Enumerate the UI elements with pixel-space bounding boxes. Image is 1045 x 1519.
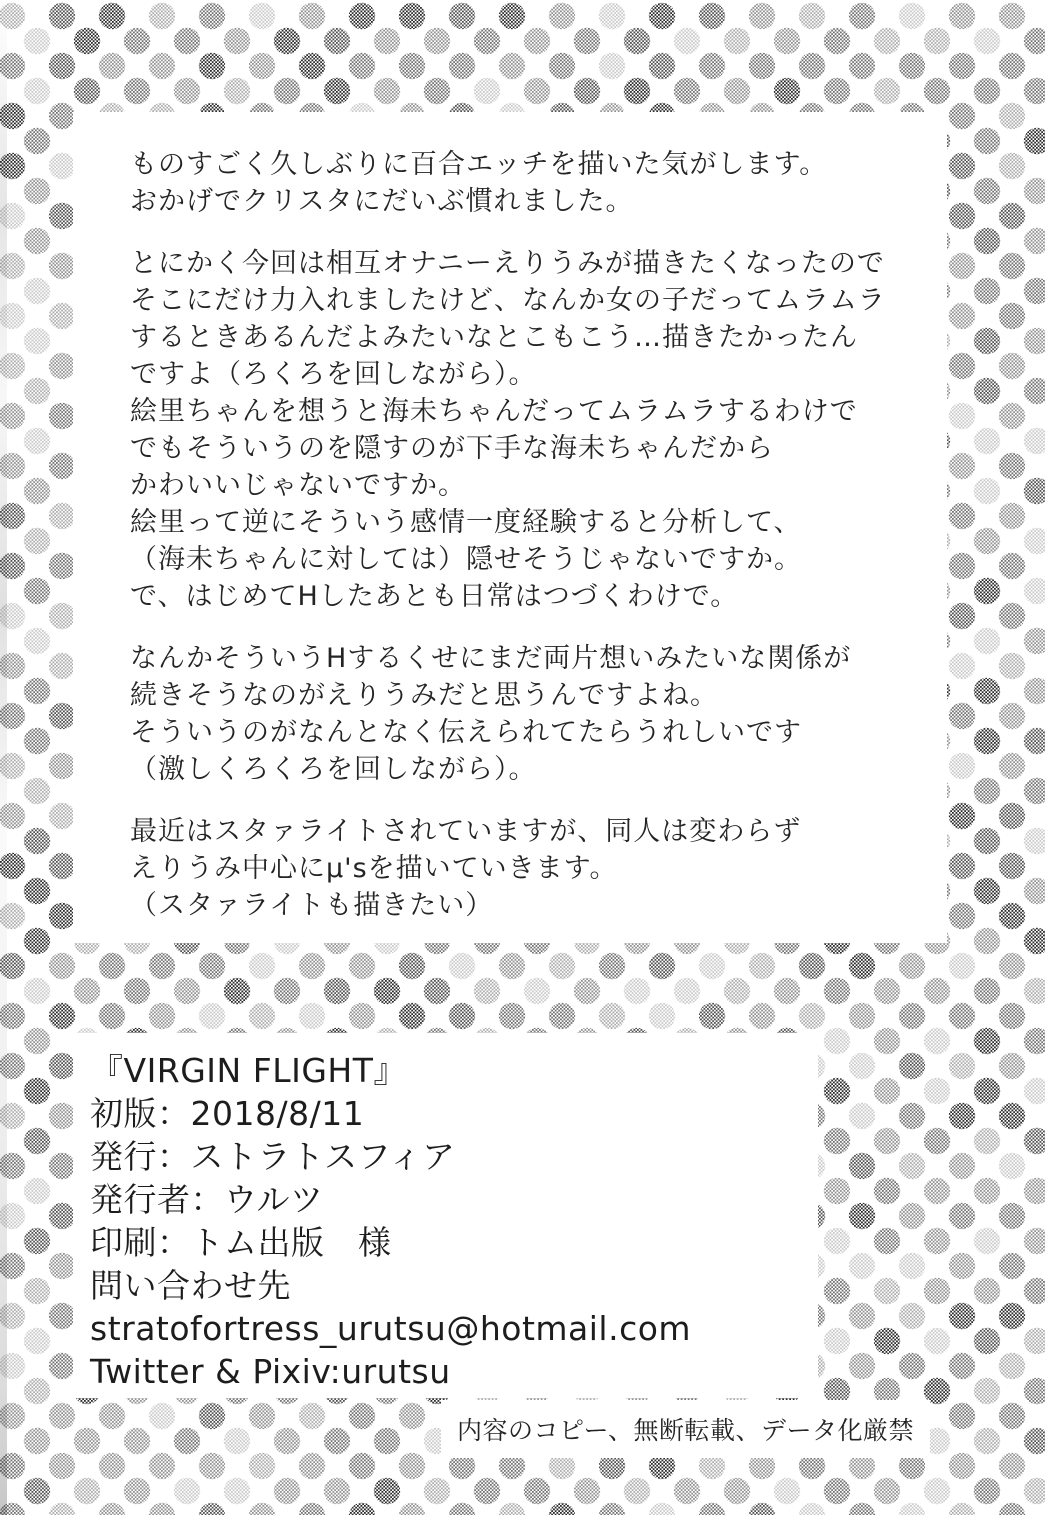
comment-line: でもそういうのを隠すのが下手な海未ちゃんだから <box>130 433 774 464</box>
comment-line: そこにだけ力入れましたけど、なんか女の子だってムラムラ <box>130 285 886 316</box>
comment-line: ものすごく久しぶりに百合エッチを描いた気がします。 <box>130 149 828 180</box>
book-title: 『VIRGIN FLIGHT』 <box>90 1051 407 1090</box>
afterword-paragraph <box>130 640 937 788</box>
contact-email: stratofortress_urutsu@hotmail.com <box>90 1309 692 1348</box>
disclaimer-strip <box>441 1400 930 1458</box>
afterword-paragraph <box>130 146 937 220</box>
afterword-paragraph <box>130 245 937 615</box>
comment-line: 絵里ちゃんを想うと海未ちゃんだってムラムラするわけで <box>130 396 858 427</box>
comment-line: とにかく今回は相互オナニーえりうみが描きたくなったので <box>130 248 885 279</box>
comment-line: （激しくろくろを回しながら）。 <box>130 754 537 785</box>
first-edition-date: 初版：2018/8/11 <box>90 1094 365 1133</box>
comment-line: するときあるんだよみたいなとこもこう…描きたかったん <box>130 322 858 353</box>
comment-line: （スタァライトも描きたい） <box>130 890 494 921</box>
comment-line: ですよ（ろくろを回しながら）。 <box>130 359 537 390</box>
comment-line: なんかそういうHするくせにまだ両片想いみたいな関係が <box>130 643 852 674</box>
author-name: 発行者：ウルツ <box>90 1180 324 1219</box>
disclaimer-text: 内容のコピー、無断転載、データ化厳禁 <box>456 1416 914 1445</box>
comment-line: で、はじめてHしたあとも日常はつづくわけで。 <box>130 581 739 612</box>
comment-line: 最近はスタァライトされていますが、同人は変わらず <box>130 816 802 847</box>
colophon-panel <box>73 1033 818 1398</box>
comment-line: おかげでクリスタにだいぶ慣れました。 <box>130 186 634 217</box>
comment-line: 続きそうなのがえりうみだと思うんですよね。 <box>130 680 718 711</box>
circle-name: 発行：ストラトスフィア <box>90 1137 456 1176</box>
comment-line: かわいいじゃないですか。 <box>130 470 466 501</box>
comment-line: えりうみ中心にμ'sを描いていきます。 <box>130 853 618 884</box>
afterword-paragraph <box>130 813 937 924</box>
comment-line: そういうのがなんとなく伝えられてたらうれしいです <box>130 717 802 748</box>
afterword-panel <box>73 112 947 943</box>
contact-label: 問い合わせ先 <box>90 1266 291 1305</box>
printer-name: 印刷：トム出版 様 <box>90 1223 392 1262</box>
sns-handles: Twitter & Pixiv:urutsu <box>90 1352 451 1391</box>
comment-line: 絵里って逆にそういう感情一度経験すると分析して、 <box>130 507 802 538</box>
comment-line: （海未ちゃんに対しては）隠せそうじゃないですか。 <box>130 544 802 575</box>
